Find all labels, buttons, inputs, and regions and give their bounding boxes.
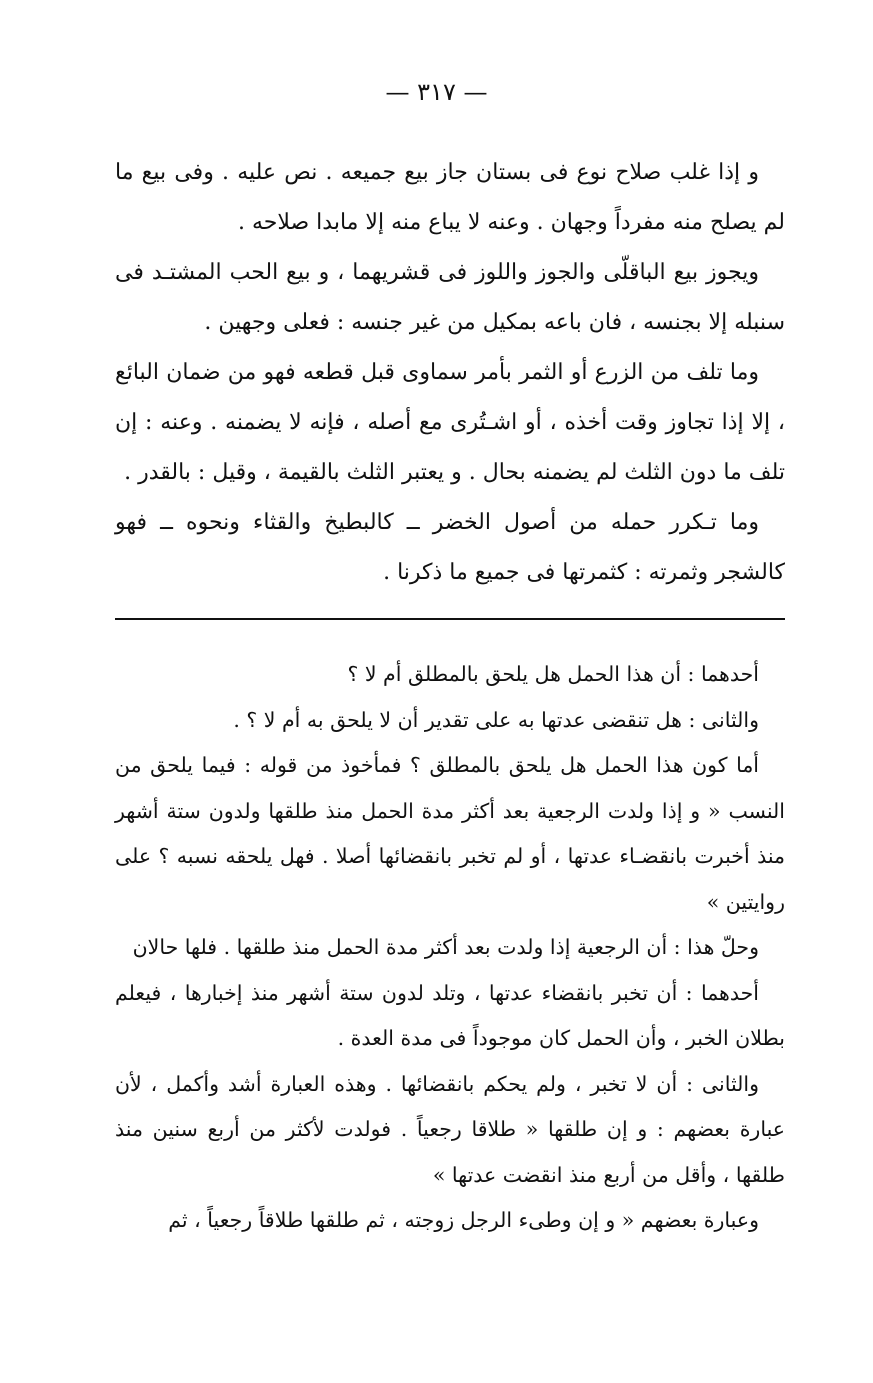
main-paragraph: ويجوز بيع الباقلّى والجوز واللوز فى قشريهما ، و بيع الحب المشتـد فى سنبله إلا بجنسه ، فان باعه بمكيل من غير جنسه : فعلى وجهين .: [115, 260, 785, 335]
main-text: [115, 148, 785, 598]
footnote-paragraph: أحدهما : أن هذا الحمل هل يلحق بالمطلق أم لا ؟: [347, 662, 759, 686]
footnote-paragraph: وحلّ هذا : أن الرجعية إذا ولدت بعد أكثر مدة الحمل منذ طلقها . فلها حالان: [132, 935, 759, 959]
page-number: — ٣١٧ —: [385, 78, 488, 106]
footnote-paragraph: والثانى : هل تنقضى عدتها به على تقدير أن لا يلحق به أم لا ؟ .: [233, 707, 759, 732]
main-paragraph: و إذا غلب صلاح نوع فى بستان جاز بيع جميعه . نص عليه . وفى بيع ما لم يصلح منه مفرداً وجهان . وعنه لا يباع منه إلا مابدا صلاحه .: [115, 160, 785, 235]
footnote-text: [115, 652, 785, 1244]
footnote-paragraph: وعبارة بعضهم « و إن وطىء الرجل زوجته ، ثم طلقها طلاقاً رجعياً ، ثم: [168, 1208, 759, 1232]
footnote-paragraph: أحدهما : أن تخبر بانقضاء عدتها ، وتلد لدون ستة أشهر منذ إخبارها ، فيعلم بطلان الخبر ، وأن الحمل كان موجوداً فى مدة العدة .: [115, 980, 785, 1050]
footnote-paragraph: والثانى : أن لا تخبر ، ولم يحكم بانقضائها . وهذه العبارة أشد وأكمل ، لأن عبارة بعضهم : و إن طلقها « طلاقا رجعياً . فولدت لأكثر من أربع سنين منذ طلقها ، وأقل من أربع منذ انقضت عدتها »: [115, 1071, 785, 1187]
main-paragraph: وما تـكرر حمله من أصول الخضر ــ كالبطيخ والقثاء ونحوه ــ فهو كالشجر وثمرته : كثمرتها فى جميع ما ذكرنا .: [115, 510, 785, 585]
main-paragraph: وما تلف من الزرع أو الثمر بأمر سماوى قبل قطعه فهو من ضمان البائع ، إلا إذا تجاوز وقت أخذه ، أو اشـتُرى مع أصله ، فإنه لا يضمنه . وعنه : إن تلف ما دون الثلث لم يضمنه بحال . و يعتبر الثلث بالقيمة ، وقيل : بالقدر .: [115, 360, 785, 485]
footnote-divider: [115, 618, 785, 620]
footnote-paragraph: أما كون هذا الحمل هل يلحق بالمطلق ؟ فمأخوذ من قوله : فيما يلحق من النسب « و إذا ولدت الرجعية بعد أكثر مدة الحمل منذ طلقها ولدون ستة أشهر منذ أخبرت بانقضـاء عدتها ، أو لم تخبر بانقضائها أصلا . فهل يلحقه نسبه ؟ على روايتين »: [115, 753, 785, 914]
